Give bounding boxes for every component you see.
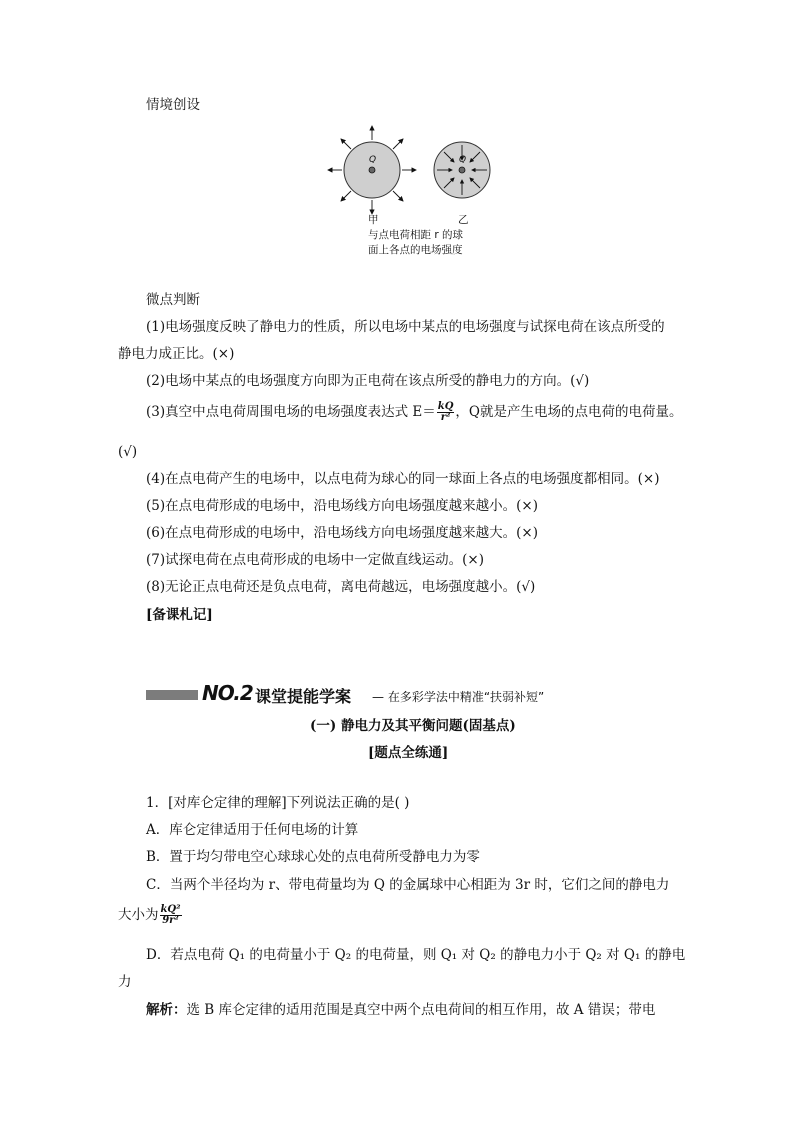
judgement-item-2: (2)电场中某点的电场强度方向即为正电荷在该点所受的静电力的方向。(√) <box>146 373 590 389</box>
judgement-item-4: (4)在点电荷产生的电场中，以点电荷为球心的同一球面上各点的电场强度都相同。(×) <box>146 471 660 487</box>
analysis-label: 解析： <box>146 1002 187 1018</box>
electric-field-figure <box>320 120 500 220</box>
question-stem: 1．[对库仑定律的理解]下列说法正确的是( ) <box>146 795 410 811</box>
figure-caption-line2: 面上各点的电场强度 <box>368 244 463 256</box>
option-b: B．置于均匀带电空心球球心处的点电荷所受静电力为零 <box>146 849 480 865</box>
field-strength-fraction: $\frac{kQ}{\text{r²}}$ <box>437 401 454 423</box>
banner-number: NO.2 <box>202 681 253 705</box>
analysis-line <box>146 1001 655 1019</box>
option-c-line1: C．当两个半径均为 r、带电荷量均为 Q 的金属球中心相距为 3r 时，它们之间的静电力 <box>146 877 670 893</box>
option-d-line2: 力 <box>118 974 132 990</box>
banner-title: 课堂提能学案 <box>255 687 352 706</box>
charge-label-yi: Q <box>459 155 467 165</box>
judgement-item-6: (6)在点电荷形成的电场中，沿电场线方向电场强度越来越大。(×) <box>146 525 538 541</box>
part-subtitle: [题点全练通] <box>368 745 449 761</box>
judgement-item-8: (8)无论正点电荷还是负点电荷，离电荷越远，电场强度越小。(√) <box>146 579 536 595</box>
banner-tagline: — 在多彩学法中精准“扶弱补短” <box>372 690 545 704</box>
judgement-item-3-post: ，Q就是产生电场的点电荷的电荷量。 <box>455 404 683 420</box>
banner-bar <box>146 690 198 700</box>
figure-label-yi: 乙 <box>458 214 469 226</box>
figure-label-jia: 甲 <box>368 214 379 226</box>
judgement-item-3-line2: (√) <box>118 444 138 460</box>
lesson-notes-label: [备课札记] <box>146 607 213 623</box>
option-c-pre: 大小为 <box>118 907 159 923</box>
judgement-item-7: (7)试探电荷在点电荷形成的电场中一定做直线运动。(×) <box>146 552 484 568</box>
judgement-heading: 微点判断 <box>146 292 200 308</box>
judgement-item-1-line2: 静电力成正比。(×) <box>118 346 235 362</box>
option-d-line1: D．若点电荷 Q₁ 的电荷量小于 Q₂ 的电荷量，则 Q₁ 对 Q₂ 的静电力小于 Q₂ 对 Q₁ 的静电 <box>146 947 686 963</box>
judgement-item-3-pre: (3)真空中点电荷周围电场的电场强度表达式 E＝ <box>146 404 436 420</box>
charge-label-jia: Q <box>369 155 377 165</box>
sphere-jia <box>328 126 416 214</box>
part-title: (一) 静电力及其平衡问题(固基点) <box>310 718 516 734</box>
option-a: A．库仑定律适用于任何电场的计算 <box>146 822 359 838</box>
figure-caption-line1: 与点电荷相距 r 的球 <box>368 229 463 241</box>
analysis-text: 选 B 库仑定律的适用范围是真空中两个点电荷间的相互作用，故 A 错误；带电 <box>186 1002 656 1018</box>
coulomb-force-fraction: $\frac{\text{kQ²}}{\text{9r²}}$ <box>160 904 181 926</box>
judgement-item-3-line1 <box>146 402 683 423</box>
judgement-item-1-line1: (1)电场强度反映了静电力的性质，所以电场中某点的电场强度与试探电荷在该点所受的 <box>146 319 665 335</box>
judgement-item-5: (5)在点电荷形成的电场中，沿电场线方向电场强度越来越小。(×) <box>146 498 538 514</box>
option-c-line2 <box>118 905 183 926</box>
sphere-yi <box>434 142 490 198</box>
scenario-heading: 情境创设 <box>146 97 200 113</box>
